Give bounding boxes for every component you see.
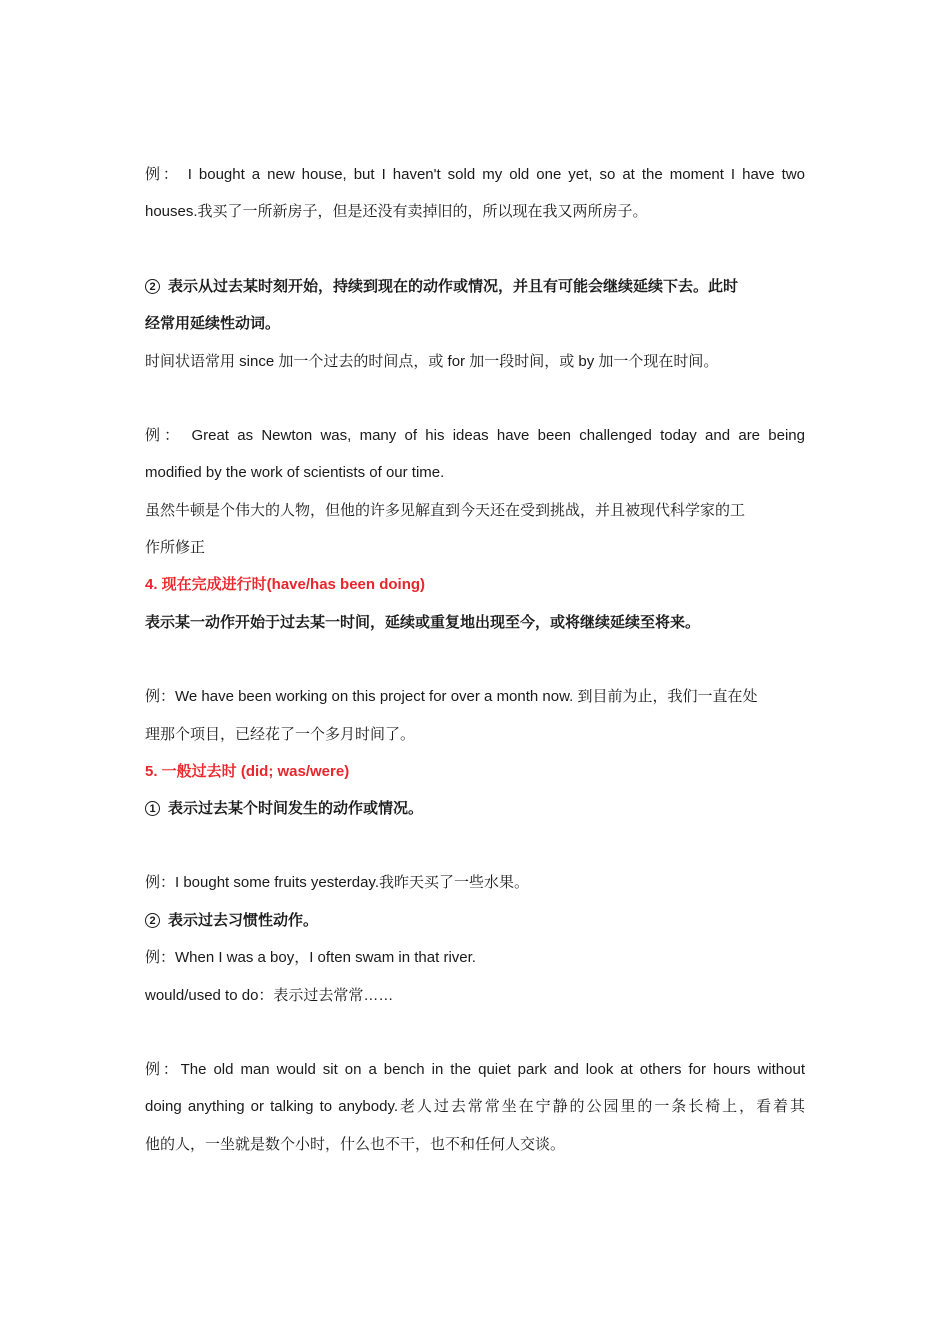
- usage-2-text: 表示从过去某时刻开始，持续到现在的动作或情况，并且有可能会继续延续下去。此时: [168, 278, 739, 295]
- circled-number-2-icon: 2: [145, 913, 160, 928]
- section-4-heading: 4. 现在完成进行时(have/has been doing): [145, 576, 426, 593]
- section-5-example-2: 例：When I was a boy，I often swam in that river.: [145, 949, 476, 966]
- section-5-usage-2: [145, 911, 805, 931]
- section-4-example-line-2: 理那个项目，已经花了一个多月时间了。: [145, 726, 416, 743]
- section-4-description: 表示某一动作开始于过去某一时间，延续或重复地出现至今，或将继续延续至将来。: [145, 614, 701, 631]
- example-1-line-1: 例： I bought a new house, but I haven't sold my old one yet, so at the moment I have two: [145, 166, 805, 183]
- example-1-line-2: houses.我买了一所新房子，但是还没有卖掉旧的，所以现在我又两所房子。: [145, 203, 648, 220]
- example-2-line-2: modified by the work of scientists of our time.: [145, 464, 445, 481]
- example-2-translation-line-2: 作所修正: [145, 539, 206, 556]
- section-5-usage-1-text: 表示过去某个时间发生的动作或情况。: [168, 800, 424, 817]
- section-5-example-3-line-2: doing anything or talking to anybody.老人过去常常坐在宁静的公园里的一条长椅上，看着其: [145, 1098, 805, 1115]
- would-used-to-note: would/used to do：表示过去常常……: [145, 987, 394, 1004]
- time-adverbial-note: 时间状语常用 since 加一个过去的时间点，或 for 加一段时间，或 by 加一个现在时间。: [145, 353, 719, 370]
- section-5-usage-2-text: 表示过去习惯性动作。: [168, 912, 319, 929]
- section-4-example-line-1: 例：We have been working on this project for over a month now. 到目前为止，我们一直在处: [145, 688, 758, 705]
- example-2-translation-line-1: 虽然牛顿是个伟大的人物，但他的许多见解直到今天还在受到挑战，并且被现代科学家的工: [145, 502, 746, 519]
- example-2-line-1: 例： Great as Newton was, many of his ideas have been challenged today and are being: [145, 427, 805, 444]
- circled-number-2-icon: 2: [145, 279, 160, 294]
- circled-number-1-icon: 1: [145, 801, 160, 816]
- usage-2-line-1: [145, 277, 805, 297]
- section-5-example-3-line-3: 他的人，一坐就是数个小时，什么也不干，也不和任何人交谈。: [145, 1136, 566, 1153]
- section-5-usage-1: [145, 799, 805, 819]
- section-5-example-1: 例：I bought some fruits yesterday.我昨天买了一些水果。: [145, 874, 529, 891]
- usage-2-line-2: 经常用延续性动词。: [145, 315, 281, 332]
- section-5-example-3-line-1: 例：The old man would sit on a bench in the quiet park and look at others for hours without: [145, 1061, 805, 1078]
- section-5-heading: 5. 一般过去时 (did; was/were): [145, 763, 350, 780]
